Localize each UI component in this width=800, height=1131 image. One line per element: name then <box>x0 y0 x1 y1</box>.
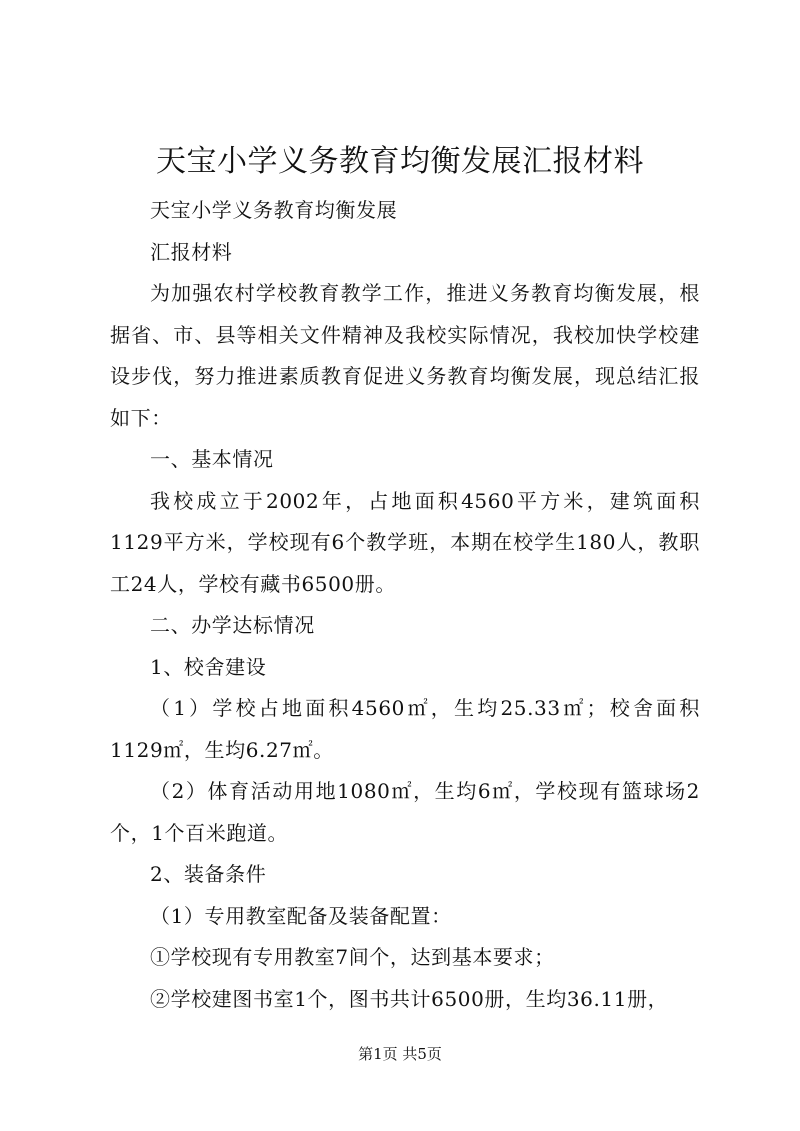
subtitle-line-2: 汇报材料 <box>150 239 233 264</box>
building-item-1: （1）学校占地面积4560㎡，生均25.33㎡；校舍面积1129㎡，生均6.27㎡。 <box>110 696 700 762</box>
equipment-subitem-1: ①学校现有专用教室7间个，达到基本要求； <box>150 945 555 969</box>
section-heading-basic: 一、基本情况 <box>150 447 274 471</box>
equipment-subitem-2: ②学校建图书室1个，图书共计6500册，生均36.11册， <box>150 986 669 1011</box>
building-item-2: （2）体育活动用地1080㎡，生均6㎡，学校现有篮球场2个，1个百米跑道。 <box>110 779 700 845</box>
basic-info-paragraph: 我校成立于2002年，占地面积4560平方米，建筑面积1129平方米，学校现有6个教学班，本期在校学生180人，教职工24人，学校有藏书6500册。 <box>110 488 700 596</box>
page-footer: 第1页 共5页 <box>358 1045 442 1063</box>
subheading-equipment: 2、装备条件 <box>150 862 267 886</box>
section-heading-standards: 二、办学达标情况 <box>150 613 315 637</box>
equipment-item-1: （1）专用教室配备及装备配置： <box>150 903 452 928</box>
document-title: 天宝小学义务教育均衡发展汇报材料 <box>156 144 644 179</box>
subtitle-line-1: 天宝小学义务教育均衡发展 <box>150 198 398 222</box>
subheading-buildings: 1、校舍建设 <box>150 654 267 679</box>
document-body <box>110 190 700 1020</box>
intro-paragraph: 为加强农村学校教育教学工作，推进义务教育均衡发展，根据省、市、县等相关文件精神及我校实际情况，我校加快学校建设步伐，努力推进素质教育促进义务教育均衡发展，现总结汇报如下： <box>110 281 700 430</box>
